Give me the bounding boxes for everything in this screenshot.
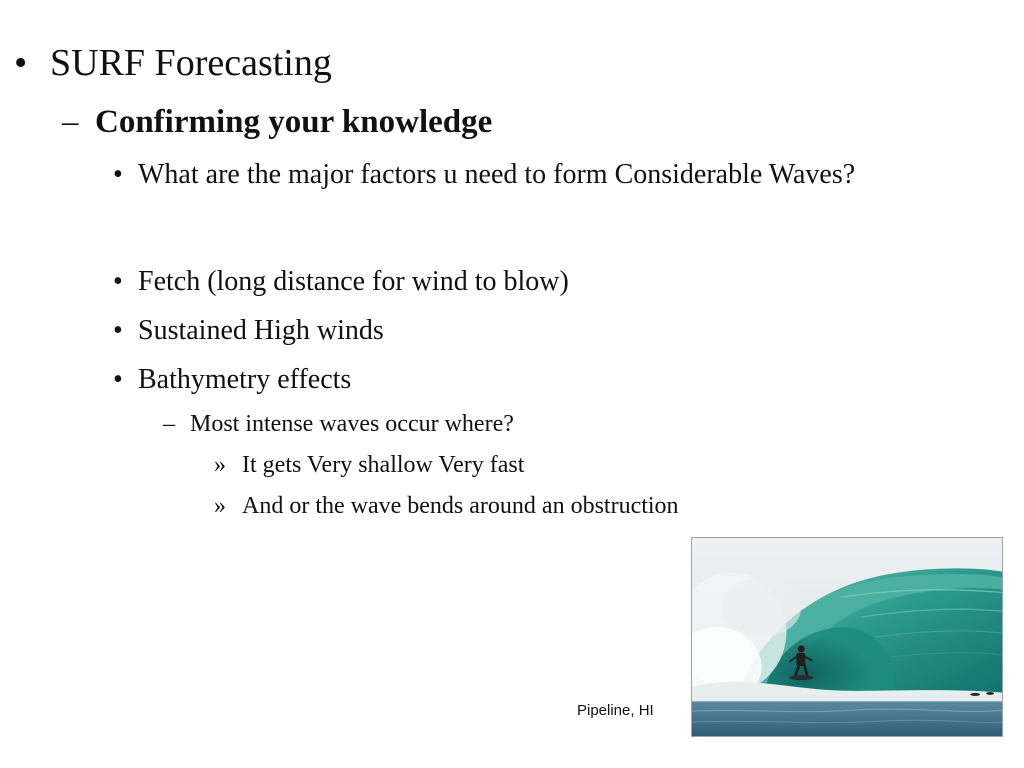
- bullet-marker: •: [113, 364, 123, 395]
- list-item: It gets Very shallow Very fast: [242, 452, 525, 478]
- chevron-marker: »: [214, 493, 226, 519]
- bullet-marker: •: [113, 159, 123, 190]
- surf-photo: [691, 537, 1003, 737]
- list-item: Fetch (long distance for wind to blow): [138, 266, 569, 297]
- photo-caption: Pipeline, HI: [577, 702, 654, 719]
- list-item: And or the wave bends around an obstruction: [242, 493, 679, 519]
- question-text: What are the major factors u need to form Considerable Waves?: [138, 159, 856, 190]
- bullet-marker: •: [113, 266, 123, 297]
- list-item: Sustained High winds: [138, 315, 384, 346]
- chevron-marker: »: [214, 452, 226, 478]
- wave-illustration: [692, 538, 1002, 736]
- dash-marker: –: [163, 411, 175, 437]
- list-item: Most intense waves occur where?: [190, 411, 514, 437]
- bullet-marker: •: [113, 315, 123, 346]
- slide-title: SURF Forecasting: [50, 42, 332, 84]
- list-item: Bathymetry effects: [138, 364, 352, 395]
- bullet-marker: •: [14, 42, 28, 84]
- dash-marker: –: [62, 104, 79, 140]
- slide-subtitle: Confirming your knowledge: [95, 104, 493, 140]
